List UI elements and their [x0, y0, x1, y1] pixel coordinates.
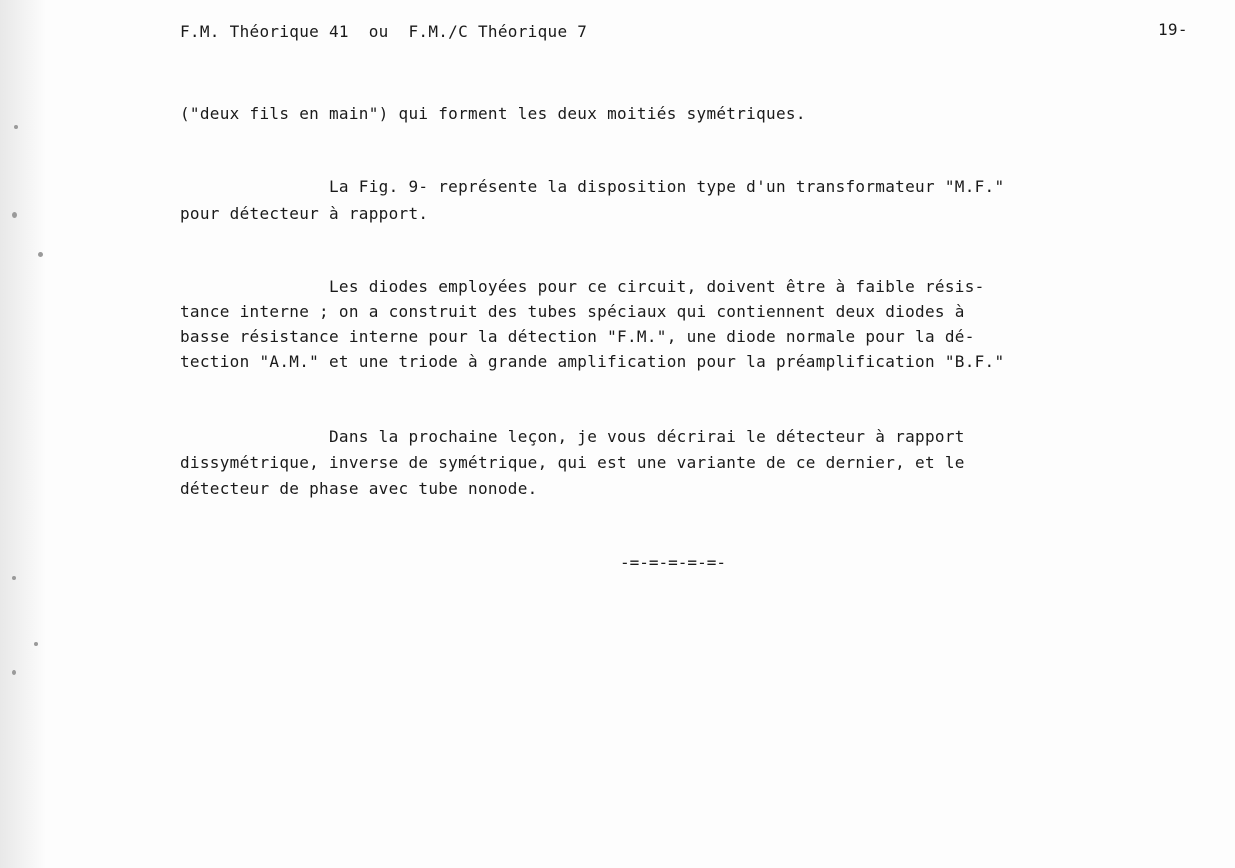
section-separator: -=-=-=-=-=-	[620, 553, 726, 572]
scan-margin-shadow	[0, 0, 46, 868]
scan-speck	[14, 125, 18, 129]
text-line: détecteur de phase avec tube nonode.	[180, 479, 538, 498]
text-line: dissymétrique, inverse de symétrique, qui est une variante de ce dernier, et le	[180, 453, 965, 472]
text-line: Dans la prochaine leçon, je vous décrirai le détecteur à rapport	[180, 427, 965, 446]
text-line: basse résistance interne pour la détection "F.M.", une diode normale pour la dé-	[180, 327, 975, 346]
text-line: tection "A.M." et une triode à grande amplification pour la préamplification "B.F."	[180, 352, 1005, 371]
text-line: tance interne ; on a construit des tubes spéciaux qui contiennent deux diodes à	[180, 302, 965, 321]
running-header: F.M. Théorique 41 ou F.M./C Théorique 7	[180, 22, 588, 41]
scan-speck	[34, 642, 38, 646]
scan-speck	[12, 212, 17, 218]
scan-speck	[12, 576, 16, 580]
text-line: Les diodes employées pour ce circuit, doivent être à faible résis-	[180, 277, 985, 296]
scan-speck	[12, 670, 16, 675]
text-line: La Fig. 9- représente la disposition type d'un transformateur "M.F."	[180, 177, 1005, 196]
text-line: ("deux fils en main") qui forment les deux moitiés symétriques.	[180, 104, 806, 123]
text-line: pour détecteur à rapport.	[180, 204, 429, 223]
page-number: 19-	[1158, 20, 1188, 39]
scan-speck	[38, 252, 43, 257]
